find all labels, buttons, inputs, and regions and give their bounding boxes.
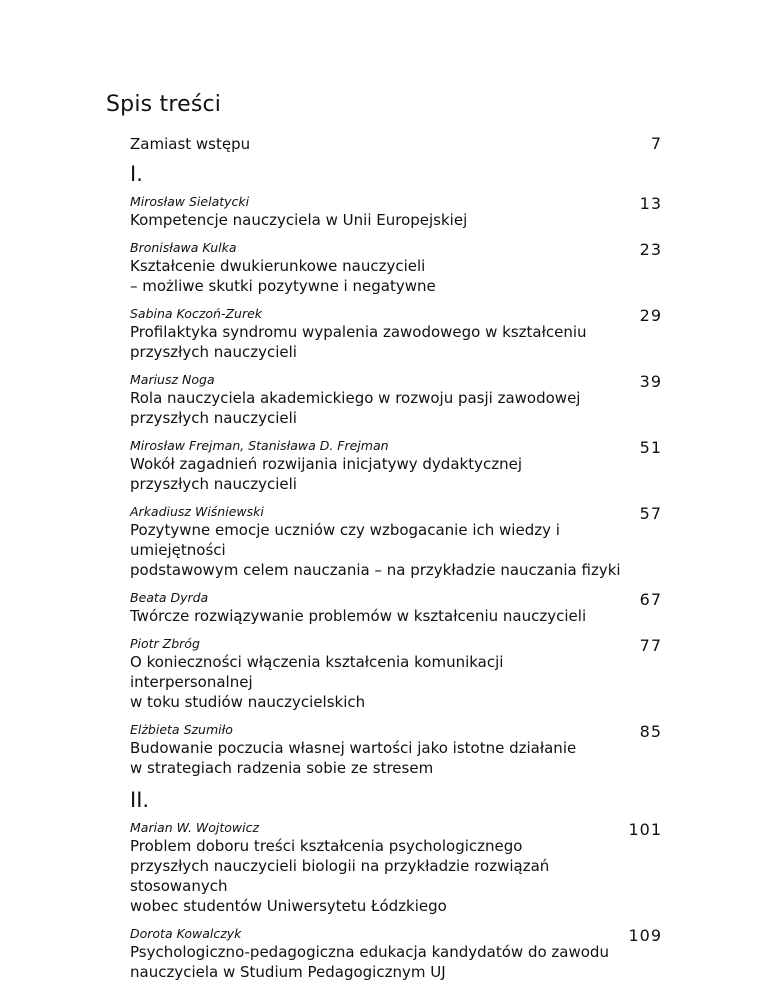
entry-page-number: 51 — [639, 438, 662, 457]
entry-page-number: 39 — [639, 372, 662, 391]
entry-title-line: Kształcenie dwukierunkowe nauczycieli — [130, 257, 426, 275]
entry-title-line: wobec studentów Uniwersytetu Łódzkiego — [130, 897, 447, 915]
entry-title-line: w toku studiów nauczycielskich — [130, 693, 366, 711]
entry-page-number: 109 — [628, 926, 662, 945]
toc-sections — [130, 162, 662, 982]
entry-title — [130, 652, 630, 712]
entry-title-line: nauczyciela w Studium Pedagogicznym UJ — [130, 963, 446, 981]
entry-title-line: Twórcze rozwiązywanie problemów w kształceniu nauczycieli — [130, 607, 587, 625]
intro-page-number: 7 — [650, 134, 662, 153]
entry-title-line: Problem doboru treści kształcenia psychologicznego — [130, 837, 523, 855]
entry-title — [130, 836, 630, 916]
entry-title-line: Pozytywne emocje uczniów czy wzbogacanie ich wiedzy i umiejętności — [130, 521, 560, 559]
entry-title-line: przyszłych nauczycieli — [130, 475, 297, 493]
entry-title-line: przyszłych nauczycieli biologii na przykładzie rozwiązań stosowanych — [130, 857, 550, 895]
entry-page-number: 57 — [639, 504, 662, 523]
entry-title-line: Profilaktyka syndromu wypalenia zawodowego w kształceniu — [130, 323, 587, 341]
entry-title — [130, 520, 630, 580]
entry-title — [130, 388, 630, 428]
entry-author: Piotr Zbróg — [130, 636, 200, 651]
section-label: II. — [130, 788, 150, 812]
entry-title — [130, 942, 630, 982]
entry-title-line: w strategiach radzenia sobie ze stresem — [130, 759, 434, 777]
entry-author: Beata Dyrda — [130, 590, 209, 605]
entry-title-line: Wokół zagadnień rozwijania inicjatywy dydaktycznej — [130, 455, 522, 473]
toc-entry — [130, 722, 662, 778]
entry-title-line: Rola nauczyciela akademickiego w rozwoju pasji zawodowej — [130, 389, 581, 407]
entry-page-number: 29 — [639, 306, 662, 325]
intro-title: Zamiast wstępu — [130, 135, 251, 153]
toc-intro-entry — [130, 134, 662, 162]
toc-entry — [130, 926, 662, 982]
toc-entry — [130, 590, 662, 626]
entry-title — [130, 210, 630, 230]
entry-page-number: 77 — [639, 636, 662, 655]
entry-title-line: O konieczności włączenia kształcenia komunikacji interpersonalnej — [130, 653, 504, 691]
entry-title — [130, 454, 630, 494]
entry-page-number: 67 — [639, 590, 662, 609]
entry-title — [130, 256, 630, 296]
entry-author: Mirosław Sielatycki — [130, 194, 250, 209]
entry-title — [130, 322, 630, 362]
entry-title-line: Psychologiczno-pedagogiczna edukacja kandydatów do zawodu — [130, 943, 609, 961]
entry-title-line: podstawowym celem nauczania – na przykładzie nauczania fizyki — [130, 561, 621, 579]
entry-title-line: przyszłych nauczycieli — [130, 343, 297, 361]
entry-author: Elżbieta Szumiło — [130, 722, 233, 737]
entry-author: Mirosław Frejman, Stanisława D. Frejman — [130, 438, 389, 453]
toc-entry — [130, 820, 662, 916]
section-label: I. — [130, 162, 143, 186]
toc-entry — [130, 306, 662, 362]
entry-page-number: 13 — [639, 194, 662, 213]
entry-title-line: Budowanie poczucia własnej wartości jako istotne działanie — [130, 739, 577, 757]
entry-author: Marian W. Wojtowicz — [130, 820, 260, 835]
entry-author: Arkadiusz Wiśniewski — [130, 504, 264, 519]
entry-page-number: 101 — [628, 820, 662, 839]
toc-entry — [130, 240, 662, 296]
toc-entry — [130, 504, 662, 580]
entry-title-line: – możliwe skutki pozytywne i negatywne — [130, 277, 436, 295]
entry-page-number: 23 — [639, 240, 662, 259]
toc-entry — [130, 372, 662, 428]
entry-author: Dorota Kowalczyk — [130, 926, 242, 941]
entry-page-number: 85 — [639, 722, 662, 741]
toc-entry — [130, 438, 662, 494]
toc-entry — [130, 194, 662, 230]
entry-author: Mariusz Noga — [130, 372, 215, 387]
toc-heading: Spis treści — [106, 92, 222, 117]
entry-title — [130, 606, 630, 626]
toc-entry — [130, 636, 662, 712]
entry-title — [130, 738, 630, 778]
entry-title-line: Kompetencje nauczyciela w Unii Europejskiej — [130, 211, 468, 229]
toc-content — [130, 134, 662, 992]
entry-author: Sabina Koczoń-Zurek — [130, 306, 263, 321]
entry-title-line: przyszłych nauczycieli — [130, 409, 297, 427]
entry-author: Bronisława Kulka — [130, 240, 237, 255]
